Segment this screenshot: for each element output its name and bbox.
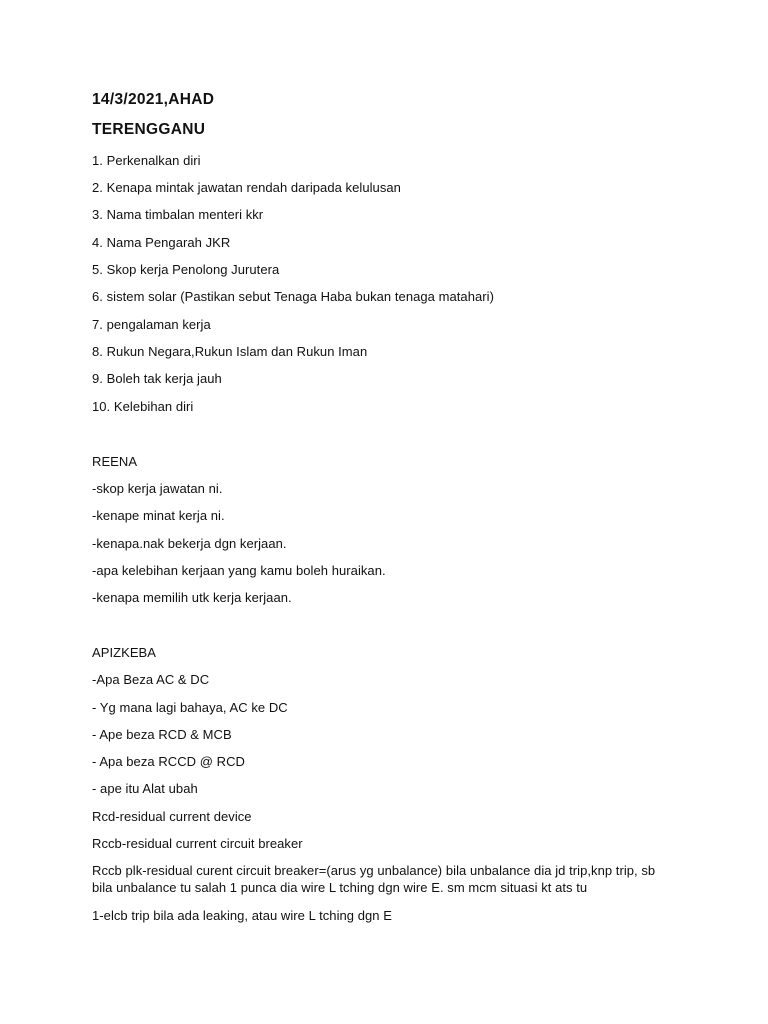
question-item: 2. Kenapa mintak jawatan rendah daripada kelulusan [92, 180, 401, 195]
reena-item: -kenape minat kerja ni. [92, 508, 225, 523]
reena-item: -skop kerja jawatan ni. [92, 481, 223, 496]
section-heading-apizkeba: APIZKEBA [92, 645, 156, 660]
question-item: 8. Rukun Negara,Rukun Islam dan Rukun Iman [92, 344, 368, 359]
question-item: 1. Perkenalkan diri [92, 153, 201, 168]
apizkeba-item: - Apa beza RCCD @ RCD [92, 754, 245, 769]
apizkeba-paragraph: Rccb plk-residual curent circuit breaker=(arus yg unbalance) bila unbalance dia jd trip,knp trip, sb bila unbalance tu salah 1 punca dia wire L tching dgn wire E. sm mcm situasi kt ats tu [92, 863, 656, 895]
question-item: 10. Kelebihan diri [92, 399, 194, 414]
question-item: 5. Skop kerja Penolong Jurutera [92, 262, 280, 277]
apizkeba-item: - Yg mana lagi bahaya, AC ke DC [92, 700, 288, 715]
apizkeba-item: Rccb-residual current circuit breaker [92, 836, 303, 851]
reena-item: -kenapa.nak bekerja dgn kerjaan. [92, 536, 287, 551]
apizkeba-item: - ape itu Alat ubah [92, 781, 198, 796]
reena-item: -apa kelebihan kerjaan yang kamu boleh huraikan. [92, 563, 386, 578]
question-item: 3. Nama timbalan menteri kkr [92, 207, 264, 222]
apizkeba-item: - Ape beza RCD & MCB [92, 727, 232, 742]
section-heading-reena: REENA [92, 454, 138, 469]
apizkeba-item: 1-elcb trip bila ada leaking, atau wire L tching dgn E [92, 908, 392, 923]
apizkeba-item: Rcd-residual current device [92, 809, 252, 824]
apizkeba-item: -Apa Beza AC & DC [92, 672, 210, 687]
question-item: 6. sistem solar (Pastikan sebut Tenaga Haba bukan tenaga matahari) [92, 289, 494, 304]
document-date: 14/3/2021,AHAD [92, 91, 215, 108]
question-item: 4. Nama Pengarah JKR [92, 235, 231, 250]
reena-item: -kenapa memilih utk kerja kerjaan. [92, 590, 292, 605]
question-item: 7. pengalaman kerja [92, 317, 211, 332]
question-item: 9. Boleh tak kerja jauh [92, 371, 222, 386]
section-heading-terengganu: TERENGGANU [92, 121, 206, 138]
